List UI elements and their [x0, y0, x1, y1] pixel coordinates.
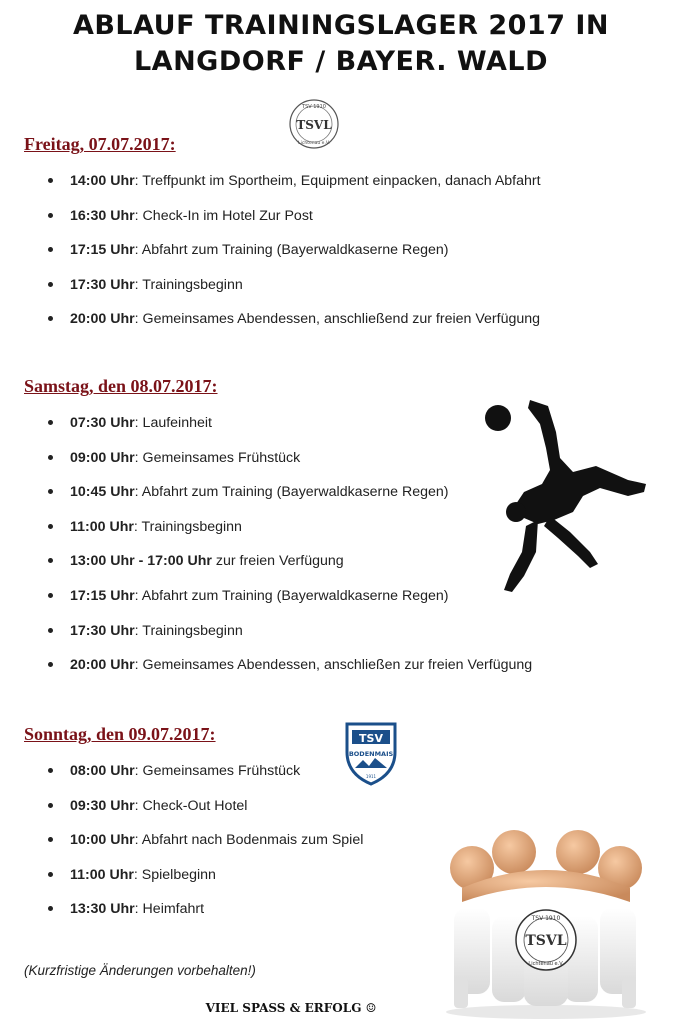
list-item [24, 761, 363, 796]
bodenmais-logo-name: BODENMAIS [348, 750, 394, 758]
schedule-list-saturday [24, 413, 532, 690]
item-text: : Gemeinsames Abendessen, anschließen zur freien Verfügung [134, 657, 533, 674]
page-title [0, 8, 682, 80]
title-line-2: LANGDORF / BAYER. WALD [133, 46, 549, 77]
item-time: 13:00 Uhr - 17:00 Uhr [70, 553, 212, 570]
tsv-bodenmais-logo [343, 718, 399, 788]
item-text: : Abfahrt zum Training (Bayerwaldkaserne Regen) [134, 242, 449, 259]
list-item [24, 796, 363, 831]
item-text: : Gemeinsames Frühstück [134, 763, 301, 779]
item-text: : Spielbeginn [133, 866, 216, 883]
item-text: : Heimfahrt [134, 901, 205, 918]
item-text: : Treffpunkt im Sportheim, Equipment einpacken, danach Abfahrt [134, 173, 541, 189]
day-heading-saturday: Samstag, den 08.07.2017: [24, 376, 218, 396]
item-time: 17:15 Uhr [70, 587, 135, 604]
item-time: 09:00 Uhr [70, 449, 135, 466]
list-item [24, 482, 532, 517]
changes-note: (Kurzfristige Änderungen vorbehalten!) [24, 963, 256, 978]
item-time: 17:30 Uhr [70, 622, 135, 639]
lichtenau-logo-monogram: TSVL [296, 118, 332, 132]
list-item [24, 586, 532, 621]
tsv-lichtenau-logo [288, 98, 340, 150]
bodenmais-logo-year: 1911 [365, 774, 377, 779]
item-time: 13:30 Uhr [70, 901, 135, 918]
list-item [24, 240, 541, 275]
list-item [24, 865, 363, 900]
item-time: 14:00 Uhr [70, 173, 135, 189]
item-time: 10:00 Uhr [70, 832, 135, 849]
day-heading-sunday: Sonntag, den 09.07.2017: [24, 724, 216, 744]
item-time: 17:15 Uhr [70, 242, 135, 259]
item-time: 07:30 Uhr [70, 415, 135, 431]
list-item [24, 171, 541, 206]
item-text: : Trainingsbeginn [134, 622, 243, 639]
list-item [24, 448, 532, 483]
item-text: : Gemeinsames Frühstück [134, 449, 301, 466]
team-huddle-illustration [432, 828, 660, 1020]
list-item [24, 621, 532, 656]
list-item [24, 206, 541, 241]
item-time: 17:30 Uhr [70, 276, 135, 293]
footer-slogan: VIEL SPASS & ERFOLG ☺ [205, 1001, 377, 1015]
schedule-list-friday [24, 171, 541, 344]
item-text: : Check-Out Hotel [134, 797, 248, 814]
item-time: 10:45 Uhr [70, 484, 135, 501]
item-time: 09:30 Uhr [70, 797, 135, 814]
list-item [24, 275, 541, 310]
huddle-logo-top-text: TSV 1910 [531, 915, 561, 922]
list-item [24, 309, 541, 344]
schedule-list-sunday [24, 761, 363, 934]
lichtenau-logo-top-text: TSV 1910 [302, 104, 326, 110]
item-time: 20:00 Uhr [70, 657, 135, 674]
item-time: 20:00 Uhr [70, 311, 135, 328]
item-time: 16:30 Uhr [70, 207, 135, 224]
item-time: 11:00 Uhr [70, 866, 134, 883]
item-text: : Check-In im Hotel Zur Post [134, 207, 313, 224]
list-item [24, 413, 532, 448]
list-item [24, 551, 532, 586]
title-line-1: ABLAUF TRAININGSLAGER 2017 IN [72, 10, 610, 41]
list-item [24, 517, 532, 552]
huddle-logo-bottom-text: Lichtenau e.V. [528, 961, 564, 967]
list-item [24, 899, 363, 934]
item-text: : Abfahrt nach Bodenmais zum Spiel [134, 832, 364, 849]
item-text: : Abfahrt zum Training (Bayerwaldkaserne Regen) [134, 587, 449, 604]
item-text: : Gemeinsames Abendessen, anschließend zur freien Verfügung [134, 311, 541, 328]
item-text: : Trainingsbeginn [133, 518, 242, 535]
item-text: : Abfahrt zum Training (Bayerwaldkaserne Regen) [134, 484, 449, 501]
item-text: : Laufeinheit [134, 415, 212, 431]
list-item [24, 655, 532, 690]
huddle-logo-monogram: TSVL [525, 933, 567, 949]
bodenmais-logo-tsv: TSV [359, 732, 383, 745]
list-item [24, 830, 363, 865]
item-text: : Trainingsbeginn [134, 276, 243, 293]
soccer-player-silhouette [478, 392, 658, 602]
item-text: zur freien Verfügung [211, 553, 344, 570]
item-time: 11:00 Uhr [70, 518, 134, 535]
item-time: 08:00 Uhr [70, 763, 135, 779]
day-heading-friday: Freitag, 07.07.2017: [24, 134, 176, 154]
lichtenau-logo-bottom-text: Lichtenau e.V. [298, 141, 330, 146]
